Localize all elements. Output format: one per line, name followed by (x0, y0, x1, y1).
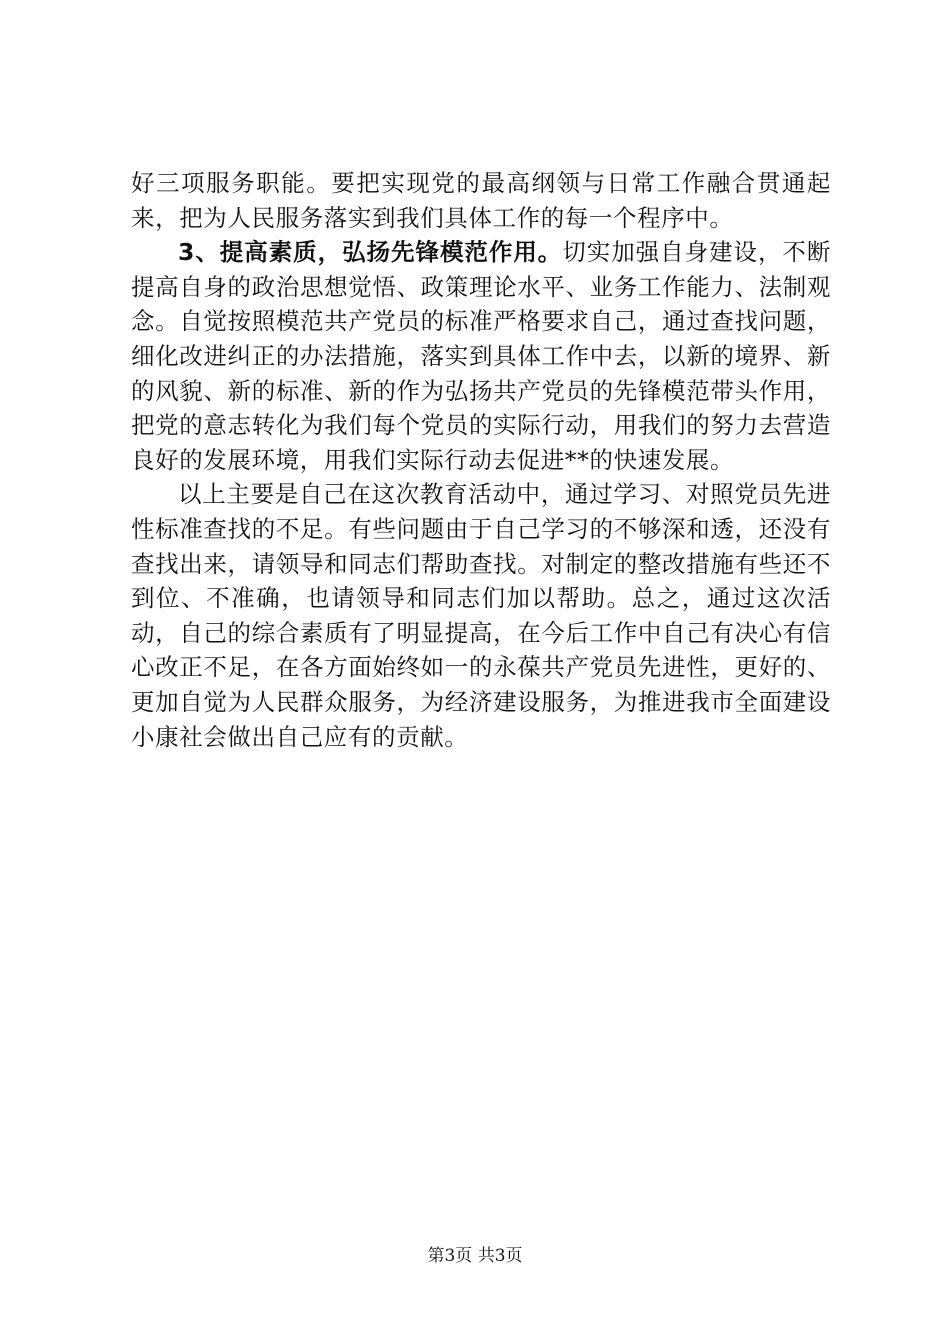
paragraph-item-3 (131, 235, 831, 477)
paragraph-text: 好三项服务职能。要把实现党的最高纲领与日常工作融合贯通起来，把为人民服务落实到我们具体工作的每一个程序中。 (131, 169, 831, 232)
paragraph-conclusion (131, 477, 831, 754)
paragraph-heading: 3、提高素质，弘扬先锋模范作用。 (178, 238, 563, 267)
paragraph-text: 切实加强自身建设，不断提高自身的政治思想觉悟、政策理论水平、业务工作能力、法制观念。自觉按照模范共产党员的标准严格要求自己，通过查找问题，细化改进纠正的办法措施，落实到具体工作中去，以新的境界、新的风貌、新的标准、新的作为弘扬共产党员的先锋模范带头作用，把党的意志转化为我们每个党员的实际行动，用我们的努力去营造良好的发展环境，用我们实际行动去促进**的快速发展。 (131, 238, 831, 474)
document-body (131, 166, 831, 754)
page-number: 第3页 共3页 (427, 1246, 523, 1266)
paragraph-text: 以上主要是自己在这次教育活动中，通过学习、对照党员先进性标准查找的不足。有些问题由于自己学习的不够深和透，还没有查找出来，请领导和同志们帮助查找。对制定的整改措施有些还不到位、不准确，也请领导和同志们加以帮助。总之，通过这次活动，自己的综合素质有了明显提高，在今后工作中自己有决心有信心改正不足，在各方面始终如一的永葆共产党员先进性，更好的、更加自觉为人民群众服务，为经济建设服务，为推进我市全面建设小康社会做出自己应有的贡献。 (131, 480, 831, 751)
paragraph-continuation (131, 166, 831, 235)
page-footer (0, 1246, 950, 1266)
